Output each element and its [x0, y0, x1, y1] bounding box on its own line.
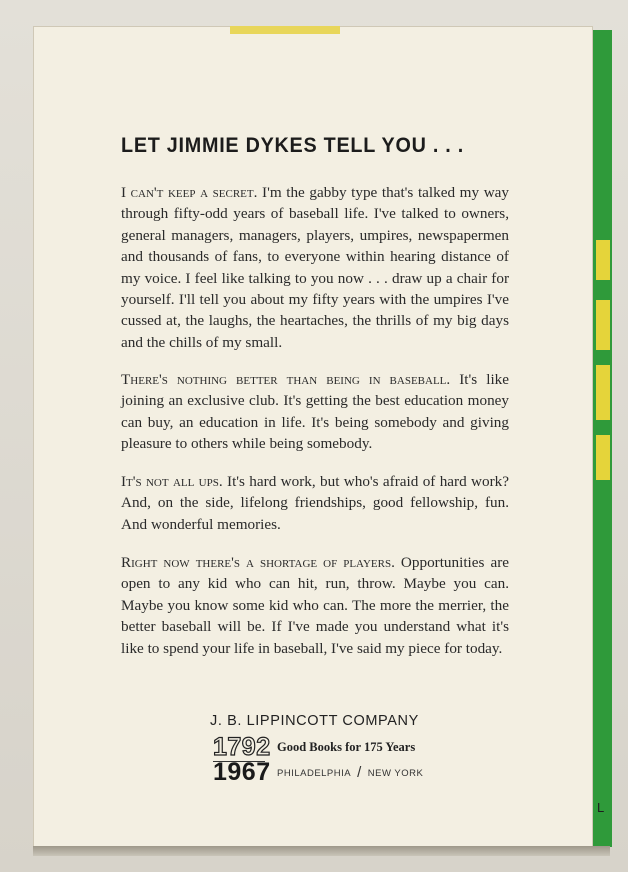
- spine-yellow-band: [596, 240, 610, 280]
- headline: LET JIMMIE DYKES TELL YOU . . .: [121, 133, 465, 157]
- paragraph-text: It's like joining an exclusive club. It's getting the best education money can buy, an education in life. It's being somebody and giving pleasure to others while being somebody.: [121, 371, 509, 453]
- paragraph-lead: There's nothing better than being in baseball.: [121, 371, 451, 388]
- paragraph-lead: Right now there's a shortage of players.: [121, 554, 395, 571]
- paragraph-text: I'm the gabby type that's talked my way through fifty-odd years of baseball life. I've talked to owners, general managers, managers, players, umpires, newspapermen and thousands of fans, to everyone within hearing distance of my voice. I feel like talking to you now . . . draw up a chair for yourself. I'll tell you about my fifty years with the umpires I've cussed at, the laughs, the heartaches, the thrills of my big days and the chills of my small.: [121, 184, 509, 351]
- paragraph-lead: It's not all ups.: [121, 473, 223, 490]
- city-philadelphia: PHILADELPHIA: [277, 768, 352, 779]
- cover-top-yellow-strip: [230, 26, 340, 34]
- paragraph-text: Opportunities are open to any kid who can hit, run, throw. Maybe you can. Maybe you know some kid who can. The more the merrier, the better baseball will be. If I've made you understand what it's like to spend your life in baseball, I've said my piece for today.: [121, 554, 509, 657]
- spine-yellow-band: [596, 365, 610, 420]
- paragraph-1: [121, 182, 509, 353]
- paragraph-lead: I can't keep a secret.: [121, 184, 258, 201]
- bottom-edge-shadow: [33, 846, 610, 856]
- paragraph-3: [121, 471, 509, 535]
- spine-letter: L: [597, 800, 605, 815]
- publisher-name: J. B. LIPPINCOTT COMPANY: [210, 713, 419, 729]
- year-founded: 1792: [213, 733, 271, 761]
- city-separator: /: [357, 764, 362, 781]
- paragraph-2: [121, 369, 509, 455]
- publisher-cities: [277, 764, 423, 781]
- paragraph-text: It's hard work, but who's afraid of hard work? And, on the side, lifelong friendships, good fellowship, fun. And wonderful memories.: [121, 473, 509, 533]
- year-current: 1967: [213, 758, 271, 786]
- spine-yellow-band: [596, 435, 610, 480]
- publisher-tagline: Good Books for 175 Years: [277, 740, 416, 754]
- paragraph-4: [121, 552, 509, 659]
- city-new-york: NEW YORK: [367, 768, 424, 779]
- spine-yellow-band: [596, 300, 610, 350]
